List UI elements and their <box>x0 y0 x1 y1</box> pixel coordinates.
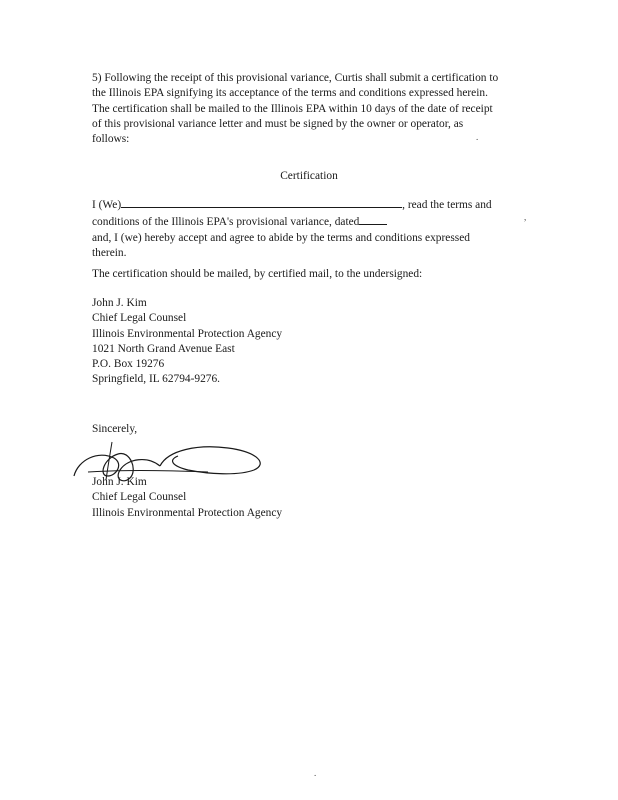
signer-name: John J. Kim <box>92 476 147 488</box>
certification-body <box>92 196 532 261</box>
address-city: Springfield, IL 62794-9276. <box>92 373 221 386</box>
mailing-address <box>92 296 532 388</box>
date-blank <box>359 213 387 225</box>
certification-read-terms: , read the terms and <box>402 199 492 211</box>
address-name: John J. Kim <box>92 297 147 309</box>
signer-agency: Illinois Environmental Protection Agency <box>92 506 283 519</box>
certification-line-3: and, I (we) hereby accept and agree to abide by the terms and conditions expressed <box>92 231 470 244</box>
certification-heading: Certification <box>280 170 338 182</box>
paragraph-5-line: The certification shall be mailed to the Illinois EPA within 10 days of the date of receipt <box>92 102 493 115</box>
mailing-instruction <box>92 267 532 282</box>
sincerely-text: Sincerely, <box>92 423 138 435</box>
signature-stroke <box>160 447 260 474</box>
address-title: Chief Legal Counsel <box>92 312 187 325</box>
mailing-instruction-text: The certification should be mailed, by certified mail, to the undersigned: <box>92 268 423 280</box>
stray-mark: . <box>476 132 479 142</box>
paragraph-5-line: follows: <box>92 133 130 146</box>
address-po-box: P.O. Box 19276 <box>92 358 165 371</box>
certification-line-2 <box>92 213 532 230</box>
certification-we-label: I (We) <box>92 199 122 211</box>
certification-dated-label: conditions of the Illinois EPA's provisional variance, dated <box>92 216 360 229</box>
stray-mark: , <box>524 212 527 222</box>
address-agency: Illinois Environmental Protection Agency <box>92 327 283 340</box>
paragraph-5-line: of this provisional variance letter and must be signed by the owner or operator, as <box>92 117 464 130</box>
signature-block <box>92 475 532 521</box>
paragraph-5-line: 5) Following the receipt of this provisional variance, Curtis shall submit a certification to <box>92 72 499 84</box>
signer-title: Chief Legal Counsel <box>92 491 187 504</box>
paragraph-5 <box>92 71 532 147</box>
paragraph-5-line: the Illinois EPA signifying its acceptance of the terms and conditions expressed herein. <box>92 87 488 100</box>
signer-name-blank <box>121 196 402 208</box>
certification-line-4: therein. <box>92 246 127 259</box>
certification-line-1 <box>92 196 532 213</box>
address-street: 1021 North Grand Avenue East <box>92 342 235 355</box>
stray-mark: . <box>314 768 317 778</box>
